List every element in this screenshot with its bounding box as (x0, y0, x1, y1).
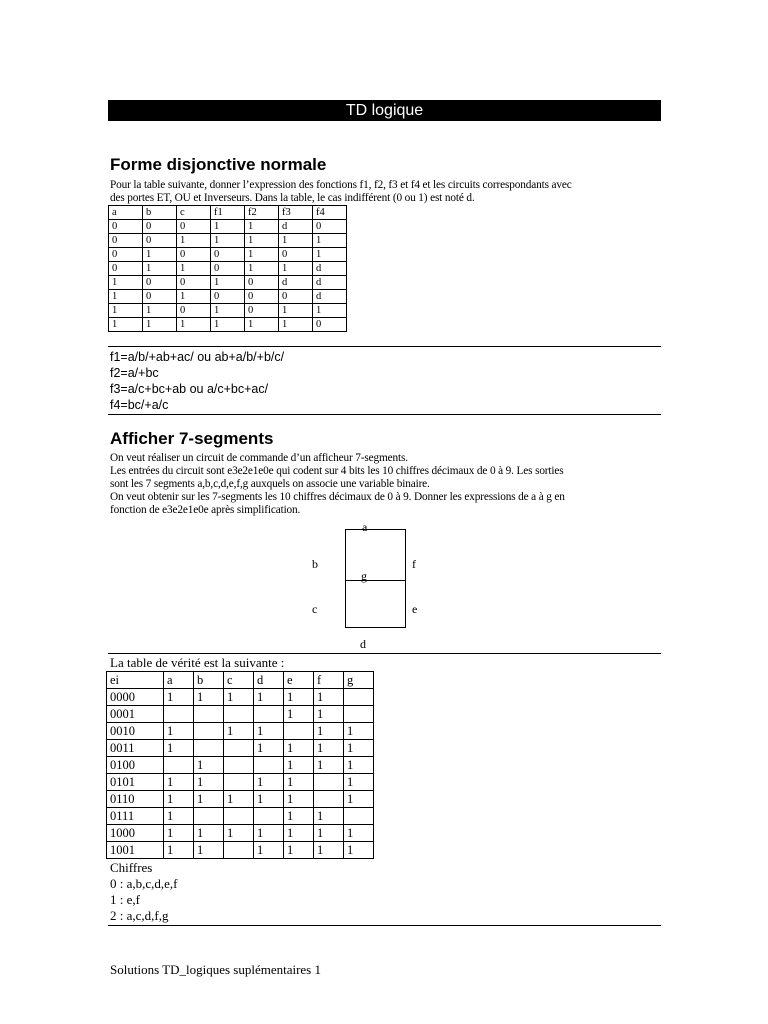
table-cell: 1 (109, 318, 143, 332)
table-cell: 1 (344, 740, 374, 757)
table-cell (194, 740, 224, 757)
table-cell: 0011 (107, 740, 164, 757)
table-cell: 0101 (107, 774, 164, 791)
section-heading-forme-disjonctive: Forme disjonctive normale (110, 155, 327, 174)
table-cell: 0 (245, 276, 279, 290)
table-cell (314, 791, 344, 808)
table-cell: 0 (177, 276, 211, 290)
table-header-cell: a (164, 672, 194, 689)
table-cell: 1 (284, 740, 314, 757)
truth-table-f1-f4 (108, 205, 347, 332)
table-cell: 1000 (107, 825, 164, 842)
table-cell (164, 757, 194, 774)
digit-segments: 1 : e,f (110, 892, 140, 907)
divider (108, 346, 661, 347)
table-cell: 1 (279, 262, 313, 276)
table-cell: 1 (143, 318, 177, 332)
table-header-cell: d (254, 672, 284, 689)
segment-label-c: c (312, 602, 318, 616)
table-row (107, 825, 374, 842)
table-cell: 1 (109, 276, 143, 290)
table-cell: d (279, 276, 313, 290)
segment-label-b: b (312, 557, 318, 571)
table-header-cell: f2 (245, 206, 279, 220)
table-cell (224, 842, 254, 859)
section2-intro-line: fonction de e3e2e1e0e après simplification. (110, 504, 301, 516)
table-header-cell: f (314, 672, 344, 689)
table-cell: 0 (109, 262, 143, 276)
table-row (107, 808, 374, 825)
table-cell: 1 (164, 689, 194, 706)
table-cell: 1 (279, 304, 313, 318)
table-cell: 1 (194, 842, 224, 859)
table-row (109, 248, 347, 262)
answer-line: f2=a/+bc (110, 366, 159, 380)
table-header-cell: g (344, 672, 374, 689)
segment-label-a: a (362, 520, 368, 534)
section2-intro-line: On veut réaliser un circuit de commande d’un afficheur 7-segments. (110, 452, 408, 464)
segment-label-d: d (360, 637, 366, 651)
table-cell: 1 (109, 290, 143, 304)
table-cell (224, 757, 254, 774)
table-cell: d (313, 276, 347, 290)
table-row (109, 318, 347, 332)
table-cell (194, 706, 224, 723)
table-cell: 1 (224, 825, 254, 842)
table-cell: 1 (224, 723, 254, 740)
table-cell (344, 706, 374, 723)
table-cell: 1 (245, 248, 279, 262)
table-cell (224, 808, 254, 825)
table-cell: 1 (177, 290, 211, 304)
table-cell: 0 (109, 248, 143, 262)
table-cell: 1 (284, 842, 314, 859)
table-cell: 0 (279, 290, 313, 304)
divider (108, 653, 661, 654)
table-row (109, 262, 347, 276)
section1-intro (110, 179, 662, 205)
table-cell: 1 (313, 248, 347, 262)
section-heading-afficher-7-segments: Afficher 7-segments (110, 429, 274, 448)
table-cell: 1 (254, 774, 284, 791)
table-row (107, 689, 374, 706)
table-cell: 1 (314, 723, 344, 740)
table-header-cell: a (109, 206, 143, 220)
table-row (107, 706, 374, 723)
table-cell: 0 (245, 290, 279, 304)
table-cell: 1 (254, 740, 284, 757)
table-cell: 1 (177, 262, 211, 276)
table-cell: 1 (284, 757, 314, 774)
answers-block (110, 349, 284, 413)
table-cell: 1 (164, 825, 194, 842)
table-cell: 0 (211, 248, 245, 262)
table-row (109, 276, 347, 290)
table-cell: 1 (314, 842, 344, 859)
section2-intro (110, 452, 662, 517)
table-cell: 1 (313, 234, 347, 248)
table-cell: 1 (284, 808, 314, 825)
segment-label-e: e (412, 602, 418, 616)
table-cell (314, 774, 344, 791)
table-row (109, 234, 347, 248)
table-cell: 0001 (107, 706, 164, 723)
table-cell: 1 (143, 304, 177, 318)
table-cell: 1 (314, 757, 344, 774)
table-cell: 1 (284, 774, 314, 791)
segment-g-line (345, 580, 406, 581)
table-cell (224, 706, 254, 723)
divider (108, 925, 661, 926)
table-cell: 1 (194, 757, 224, 774)
table-cell (194, 808, 224, 825)
table-header-cell: c (177, 206, 211, 220)
table-header-row (107, 672, 374, 689)
table-row (107, 791, 374, 808)
digit-segments: 2 : a,c,d,f,g (110, 908, 169, 923)
section1-intro-line: des portes ET, OU et Inverseurs. Dans la table, le cas indifférent (0 ou 1) est noté d. (110, 192, 475, 204)
table-row (107, 740, 374, 757)
table-cell: 1 (164, 791, 194, 808)
table-cell: 0010 (107, 723, 164, 740)
digit-segments: 0 : a,b,c,d,e,f (110, 876, 178, 891)
truth-table-7-segments (106, 671, 374, 859)
section1-intro-line: Pour la table suivante, donner l’expression des fonctions f1, f2, f3 et f4 et les circuits correspondants avec (110, 179, 572, 191)
table-cell: 1 (245, 262, 279, 276)
table-header-cell: f4 (313, 206, 347, 220)
table-cell: 1 (313, 304, 347, 318)
table-cell: 0 (245, 304, 279, 318)
table-cell: 1 (164, 740, 194, 757)
table-cell: 1 (254, 791, 284, 808)
table-cell: 0 (211, 262, 245, 276)
table-cell: 0 (177, 248, 211, 262)
table-header-cell: f1 (211, 206, 245, 220)
table-cell: 1 (211, 276, 245, 290)
table-cell: 1 (177, 318, 211, 332)
table-cell: 1 (344, 757, 374, 774)
table-cell: 1 (224, 791, 254, 808)
table-cell: 0 (313, 220, 347, 234)
table-cell: 1 (344, 825, 374, 842)
table-cell: 0 (143, 234, 177, 248)
table-cell: 1 (344, 791, 374, 808)
section2-intro-line: On veut obtenir sur les 7-segments les 10 chiffres décimaux de 0 à 9. Donner les expressions de a à g en (110, 491, 565, 503)
segment-label-g: g (361, 569, 367, 583)
table-cell: 1 (211, 318, 245, 332)
table-cell: 1 (164, 842, 194, 859)
table-cell: 1 (211, 220, 245, 234)
table-cell: 0 (313, 318, 347, 332)
digits-list (110, 860, 178, 924)
table-cell: 1 (211, 234, 245, 248)
table-cell: 1 (254, 689, 284, 706)
table-cell: 1 (211, 304, 245, 318)
table-cell: 1 (254, 842, 284, 859)
answer-line: f4=bc/+a/c (110, 398, 169, 412)
table-cell: d (313, 290, 347, 304)
table-cell (224, 774, 254, 791)
table-cell: 0 (143, 276, 177, 290)
table-cell: 1 (279, 234, 313, 248)
table-header-cell: ei (107, 672, 164, 689)
table-cell: d (313, 262, 347, 276)
table-cell: 1 (284, 791, 314, 808)
table-cell (344, 808, 374, 825)
table-cell: 1 (314, 706, 344, 723)
table-cell: 1 (164, 774, 194, 791)
table-cell: 1 (164, 723, 194, 740)
table-cell: 1 (164, 808, 194, 825)
table-cell (194, 723, 224, 740)
table-cell: 1 (344, 842, 374, 859)
table-cell (254, 757, 284, 774)
table-row (109, 220, 347, 234)
table-cell: 0 (109, 234, 143, 248)
table-cell (254, 808, 284, 825)
table-cell: 1 (245, 318, 279, 332)
table-header-cell: c (224, 672, 254, 689)
answer-line: f1=a/b/+ab+ac/ ou ab+a/b/+b/c/ (110, 350, 285, 364)
table-cell: 1 (177, 234, 211, 248)
table-row (107, 723, 374, 740)
table-cell: 1 (314, 808, 344, 825)
table-cell: 0 (143, 220, 177, 234)
table-cell: 0 (211, 290, 245, 304)
table-cell (254, 706, 284, 723)
digits-title: Chiffres (110, 860, 153, 875)
table-cell: 0 (109, 220, 143, 234)
table-cell: 1 (254, 723, 284, 740)
table-cell: 0111 (107, 808, 164, 825)
table-cell: 1 (314, 740, 344, 757)
table-cell: 0 (177, 304, 211, 318)
table-cell: 1 (194, 689, 224, 706)
table-cell (224, 740, 254, 757)
table-cell: 1 (224, 689, 254, 706)
page-footer: Solutions TD_logiques suplémentaires 1 (110, 962, 321, 977)
table-cell: 1 (245, 220, 279, 234)
table-cell: 1 (109, 304, 143, 318)
table-cell (164, 706, 194, 723)
table-cell: 1 (245, 234, 279, 248)
table-cell: 1 (314, 825, 344, 842)
table-row (109, 290, 347, 304)
table-cell (284, 723, 314, 740)
segment-label-f: f (412, 557, 416, 571)
table-cell: d (279, 220, 313, 234)
table-cell: 0100 (107, 757, 164, 774)
table-row (107, 774, 374, 791)
table-row (107, 842, 374, 859)
table-cell: 1 (143, 248, 177, 262)
truth-table-intro: La table de vérité est la suivante : (110, 655, 285, 670)
table-cell: 1 (284, 689, 314, 706)
table-cell: 1 (143, 262, 177, 276)
table-cell: 1 (284, 706, 314, 723)
table-cell: 1 (314, 689, 344, 706)
table-row (109, 304, 347, 318)
table-cell: 1 (344, 774, 374, 791)
table-header-cell: b (194, 672, 224, 689)
section2-intro-line: sont les 7 segments a,b,c,d,e,f,g auxquels on associe une variable binaire. (110, 478, 430, 490)
table-cell: 1 (279, 318, 313, 332)
table-cell: 0 (279, 248, 313, 262)
table-cell: 1 (254, 825, 284, 842)
table-cell: 1 (194, 825, 224, 842)
table-cell: 1 (194, 774, 224, 791)
document-title: TD logique (108, 100, 661, 121)
table-header-row (109, 206, 347, 220)
table-cell: 0 (143, 290, 177, 304)
answer-line: f3=a/c+bc+ab ou a/c+bc+ac/ (110, 382, 269, 396)
table-cell: 0110 (107, 791, 164, 808)
table-cell: 1001 (107, 842, 164, 859)
table-header-cell: e (284, 672, 314, 689)
table-cell: 1 (344, 723, 374, 740)
table-cell: 1 (194, 791, 224, 808)
table-header-cell: b (143, 206, 177, 220)
table-cell (344, 689, 374, 706)
table-header-cell: f3 (279, 206, 313, 220)
table-cell: 0000 (107, 689, 164, 706)
section2-intro-line: Les entrées du circuit sont e3e2e1e0e qui codent sur 4 bits les 10 chiffres décimaux de 0 à 9. Les sorties (110, 465, 564, 477)
table-cell: 0 (177, 220, 211, 234)
table-row (107, 757, 374, 774)
table-cell: 1 (284, 825, 314, 842)
divider (108, 414, 661, 415)
seven-segment-outline (345, 529, 406, 628)
